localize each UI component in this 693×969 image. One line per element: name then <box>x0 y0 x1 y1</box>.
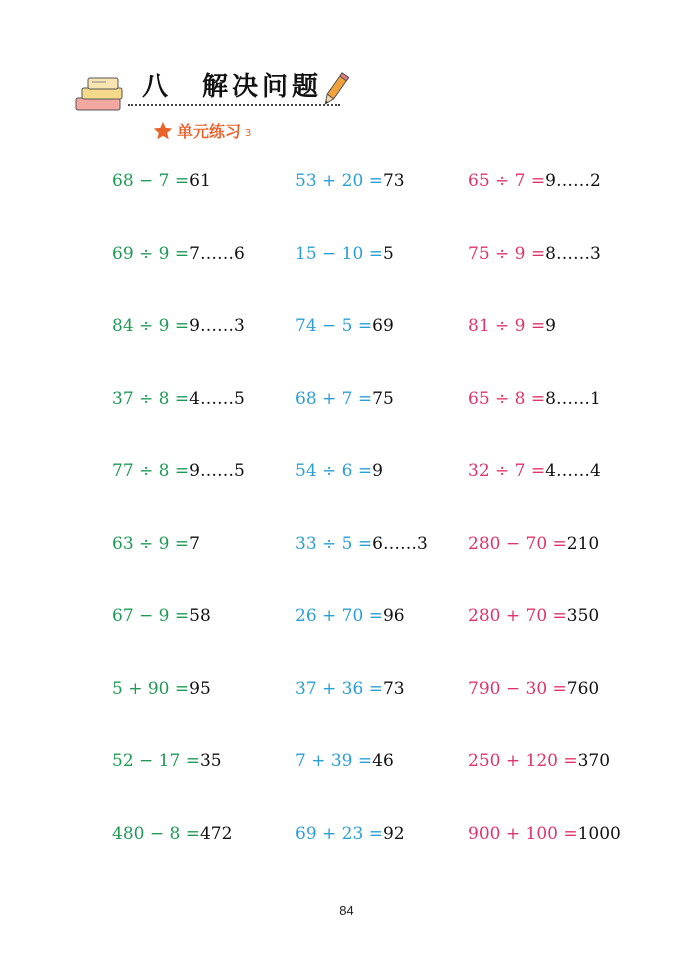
exercise-column-2 <box>295 167 428 892</box>
page-number: 84 <box>339 903 354 918</box>
exercise-expression: 67 − 9 = <box>112 606 190 626</box>
exercise-expression: 15 − 10 = <box>295 243 383 264</box>
exercise-column-3 <box>468 167 621 892</box>
exercise-answer: 370 <box>577 751 611 771</box>
exercise-item <box>295 167 428 240</box>
exercise-answer: 9 <box>545 316 556 336</box>
exercise-answer: 350 <box>566 606 600 626</box>
exercise-answer: 73 <box>382 678 405 699</box>
exercise-item <box>112 167 245 240</box>
exercise-answer: 9……2 <box>545 171 601 191</box>
exercise-item <box>295 602 428 675</box>
section-subtitle <box>152 119 251 142</box>
exercise-answer: 92 <box>382 823 405 844</box>
exercise-item <box>468 530 621 603</box>
exercise-item <box>112 457 245 530</box>
exercise-item <box>295 747 428 820</box>
exercise-item <box>468 602 621 675</box>
exercise-item <box>468 167 621 240</box>
exercise-answer: 8……3 <box>545 243 601 264</box>
exercise-expression: 69 ÷ 9 = <box>112 243 190 264</box>
exercise-item <box>468 675 621 748</box>
exercise-expression: 33 ÷ 5 = <box>295 533 373 554</box>
exercise-answer: 5 <box>382 243 394 264</box>
exercise-answer: 8……1 <box>545 388 601 409</box>
exercise-expression: 26 + 70 = <box>295 606 383 626</box>
exercise-item <box>112 530 245 603</box>
exercise-expression: 69 + 23 = <box>295 823 383 844</box>
exercise-expression: 63 ÷ 9 = <box>112 533 190 554</box>
exercise-item <box>468 457 621 530</box>
exercise-answer: 95 <box>189 678 211 699</box>
exercise-expression: 54 ÷ 6 = <box>295 461 373 481</box>
exercise-answer: 9……3 <box>189 316 245 336</box>
exercise-answer: 61 <box>189 171 211 191</box>
exercise-answer: 46 <box>372 751 394 771</box>
exercise-answer: 6……3 <box>372 533 428 554</box>
exercise-answer: 7……6 <box>189 243 245 264</box>
exercise-expression: 32 ÷ 7 = <box>468 461 546 481</box>
exercise-expression: 77 ÷ 8 = <box>112 461 190 481</box>
exercise-item <box>112 675 245 748</box>
exercise-answer: 96 <box>382 606 405 626</box>
exercise-answer: 9……5 <box>189 461 245 481</box>
exercise-answer: 4……5 <box>189 388 245 409</box>
subtitle-label: 单元练习 <box>177 122 242 141</box>
exercise-expression: 280 + 70 = <box>468 606 567 626</box>
exercise-item <box>468 820 621 893</box>
exercise-expression: 53 + 20 = <box>295 171 383 191</box>
exercise-expression: 74 − 5 = <box>295 316 373 336</box>
exercise-item <box>468 747 621 820</box>
pencil-icon <box>320 70 350 110</box>
exercise-item <box>295 385 428 458</box>
exercise-expression: 65 ÷ 8 = <box>468 388 546 409</box>
exercise-item <box>112 385 245 458</box>
exercise-expression: 37 ÷ 8 = <box>112 388 190 409</box>
exercise-expression: 280 − 70 = <box>468 533 567 554</box>
chapter-name: 解决问题 <box>202 72 323 102</box>
exercise-answer: 9 <box>372 461 383 481</box>
chapter-number: 八 <box>142 72 173 102</box>
books-icon <box>72 74 130 114</box>
exercise-answer: 4……4 <box>545 461 601 481</box>
exercise-answer: 1000 <box>577 823 621 844</box>
exercise-expression: 790 − 30 = <box>468 678 567 699</box>
exercise-answer: 472 <box>199 823 233 844</box>
exercise-item <box>468 312 621 385</box>
exercise-item <box>112 240 245 313</box>
exercise-answer: 210 <box>566 533 600 554</box>
exercise-item <box>295 675 428 748</box>
exercise-answer: 69 <box>372 316 394 336</box>
exercise-item <box>112 602 245 675</box>
chapter-title <box>142 66 322 103</box>
star-icon <box>152 120 174 142</box>
exercise-expression: 7 + 39 = <box>295 751 373 771</box>
exercise-item <box>295 240 428 313</box>
exercise-expression: 68 − 7 = <box>112 171 190 191</box>
exercise-item <box>468 240 621 313</box>
exercise-answer: 7 <box>189 533 200 554</box>
exercise-column-1 <box>112 167 245 892</box>
exercise-item <box>295 530 428 603</box>
exercise-item <box>295 457 428 530</box>
subtitle-number: 3 <box>245 128 252 139</box>
exercise-expression: 81 ÷ 9 = <box>468 316 546 336</box>
exercise-item <box>112 312 245 385</box>
exercise-answer: 760 <box>566 678 600 699</box>
exercise-item <box>295 820 428 893</box>
dotted-underline <box>128 104 340 106</box>
exercise-expression: 480 − 8 = <box>112 823 200 844</box>
exercise-expression: 52 − 17 = <box>112 751 200 771</box>
exercise-item <box>112 820 245 893</box>
exercise-expression: 5 + 90 = <box>112 678 190 699</box>
chapter-header <box>72 66 362 114</box>
exercise-expression: 84 ÷ 9 = <box>112 316 190 336</box>
exercise-answer: 35 <box>199 751 222 771</box>
exercise-expression: 75 ÷ 9 = <box>468 243 546 264</box>
exercise-expression: 250 + 120 = <box>468 751 578 771</box>
exercise-expression: 65 ÷ 7 = <box>468 171 546 191</box>
exercise-answer: 73 <box>382 171 405 191</box>
exercise-answer: 58 <box>189 606 211 626</box>
exercise-answer: 75 <box>372 388 394 409</box>
exercise-expression: 37 + 36 = <box>295 678 383 699</box>
exercise-item <box>295 312 428 385</box>
exercise-item <box>112 747 245 820</box>
exercise-item <box>468 385 621 458</box>
exercise-expression: 68 + 7 = <box>295 388 373 409</box>
exercise-expression: 900 + 100 = <box>468 823 578 844</box>
